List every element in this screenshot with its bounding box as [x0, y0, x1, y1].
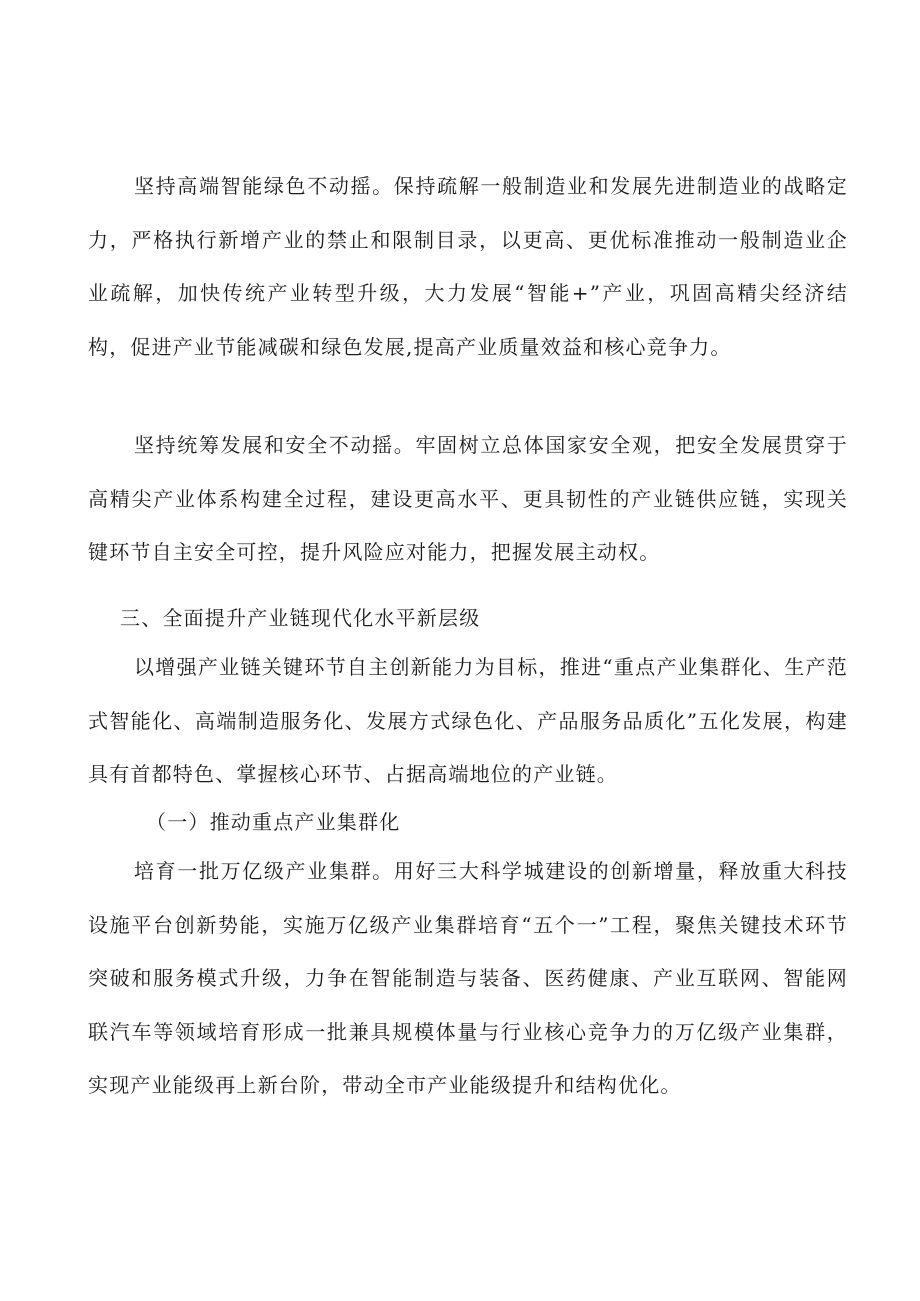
- paragraph-trillion-level-clusters: 培育一批万亿级产业集群。用好三大科学城建设的创新增量，释放重大科技设施平台创新势能，实施万亿级产业集群培育“五个一”工程，聚焦关键技术环节突破和服务模式升级，力争在智能制造与装备、医药健康、产业互联网、智能网联汽车等领域培育形成一批兼具规模体量与行业核心竞争力的万亿级产业集群，实现产业能级再上新台阶，带动全市产业能级提升和结构优化。: [88, 859, 848, 1097]
- subsection-heading-industrial-clusters: （一）推动重点产业集群化: [146, 810, 401, 834]
- paragraph-five-transformations: 以增强产业链关键环节自主创新能力为目标，推进“重点产业集群化、生产范式智能化、高端制造服务化、发展方式绿色化、产品服务品质化”五化发展，构建具有首都特色、掌握核心环节、占据高端地位的产业链。: [88, 655, 848, 786]
- paragraph-high-end-intelligent-green: 坚持高端智能绿色不动摇。保持疏解一般制造业和发展先进制造业的战略定力，严格执行新增产业的禁止和限制目录，以更高、更优标准推动一般制造业企业疏解，加快传统产业转型升级，大力发展“智能+”产业，巩固高精尖经济结构，促进产业节能减碳和绿色发展,提高产业质量效益和核心竞争力。: [88, 174, 848, 359]
- paragraph-development-and-security: 坚持统筹发展和安全不动摇。牢固树立总体国家安全观，把安全发展贯穿于高精尖产业体系构建全过程，建设更高水平、更具韧性的产业链供应链，实现关键环节自主安全可控，提升风险应对能力，把握发展主动权。: [88, 433, 848, 564]
- section-heading-industrial-chain-modernization: 三、全面提升产业链现代化水平新层级: [120, 606, 481, 630]
